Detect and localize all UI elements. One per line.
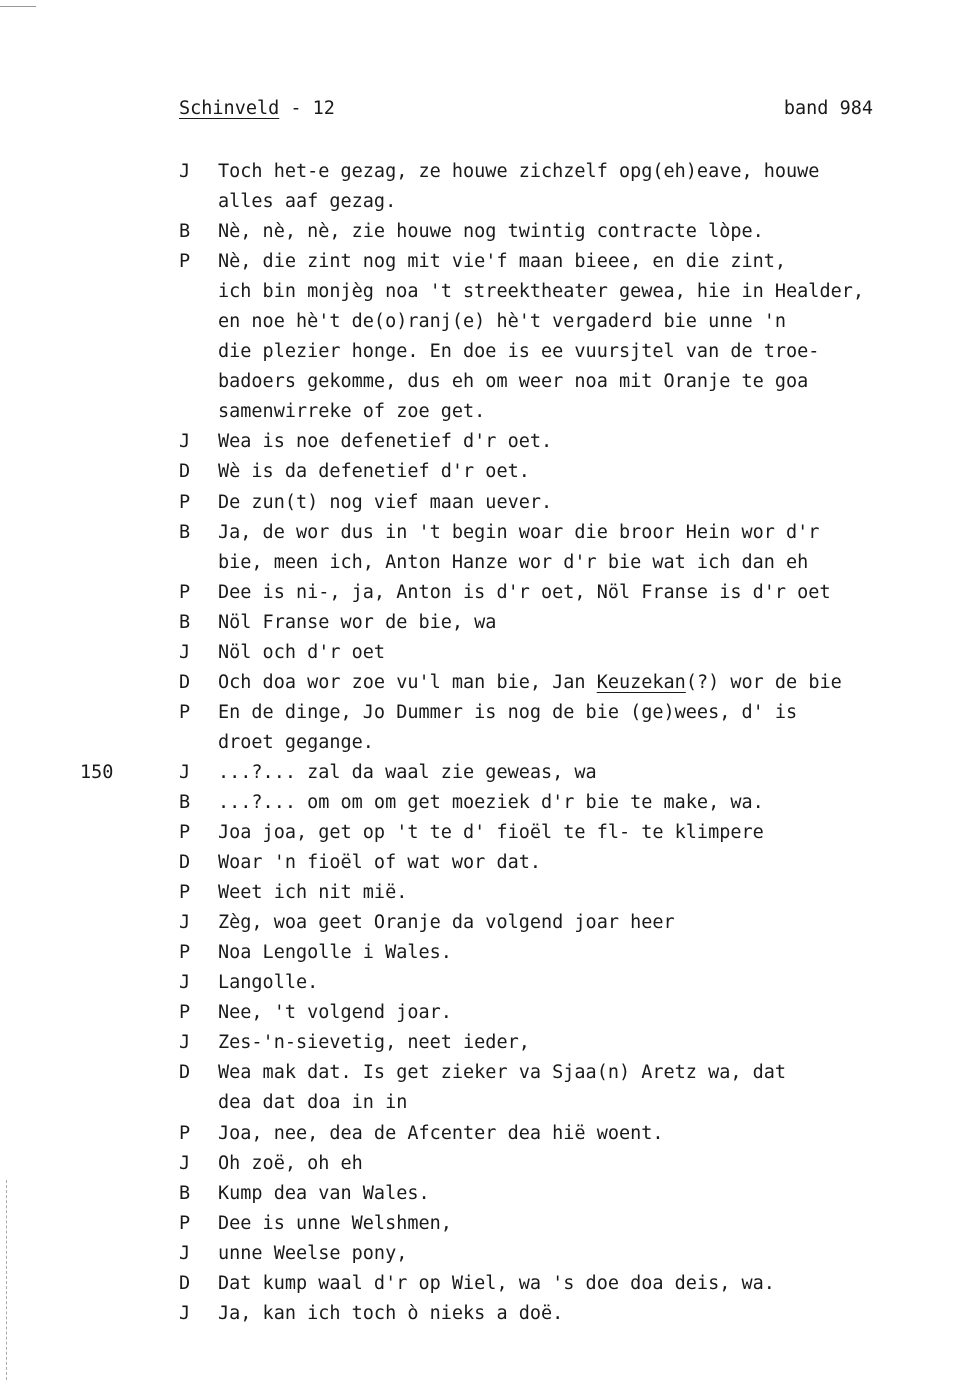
utterance-text: De zun(t) nog vief maan uever. — [218, 491, 553, 513]
speaker-label: J — [179, 1152, 191, 1174]
transcript-turn — [0, 1058, 966, 1118]
utterance-text: unne Weelse pony, — [218, 1242, 408, 1264]
transcript-turn — [0, 608, 966, 638]
utterance-text — [218, 668, 943, 698]
transcript-turn — [0, 217, 966, 247]
speaker-label: J — [179, 431, 191, 453]
transcript-turn — [0, 1239, 966, 1269]
margin-marks — [6, 1180, 9, 1380]
utterance-text: Langolle. — [218, 972, 319, 994]
transcript-turn — [0, 698, 966, 758]
transcript-turn — [0, 1119, 966, 1149]
speaker-label: D — [179, 852, 191, 874]
utterance-text: Joa joa, get op 't te d' fioël te fl- te klimpere — [218, 822, 764, 844]
utterance-text: ...?... zal da waal zie geweas, wa — [218, 761, 597, 783]
utterance-text: Oh zoë, oh eh — [218, 1152, 363, 1174]
corner-rule — [0, 6, 36, 7]
page-number: - 12 — [279, 98, 335, 119]
speaker-label: P — [179, 822, 191, 844]
transcript-turn — [0, 998, 966, 1028]
transcript-turn — [0, 818, 966, 848]
speaker-label: P — [179, 1212, 191, 1234]
transcript-turn — [0, 878, 966, 908]
utterance-text: Nee, 't volgend joar. — [218, 1002, 452, 1024]
utterance-text: Ja, kan ich toch ò nieks a doë. — [218, 1302, 564, 1324]
utterance-text: Nè, nè, nè, zie houwe nog twintig contracte lòpe. — [218, 221, 764, 243]
utterance-text: Wè is da defenetief d'r oet. — [218, 461, 530, 483]
utterance-text: Zèg, woa geet Oranje da volgend joar heer — [218, 912, 675, 934]
transcript-turn — [0, 518, 966, 578]
speaker-label: J — [179, 761, 191, 783]
transcript-turn — [0, 1149, 966, 1179]
utterance-text: Wea mak dat. Is get zieker va Sjaa(n) Aretz wa, dat dea dat doa in in — [218, 1062, 787, 1114]
speaker-label: J — [179, 972, 191, 994]
speaker-label: P — [179, 251, 191, 273]
speaker-label: J — [179, 161, 191, 182]
utterance-text: Wea is noe defenetief d'r oet. — [218, 431, 553, 453]
speaker-label: B — [179, 1182, 191, 1204]
speaker-label: D — [179, 1062, 191, 1084]
transcript-turn — [0, 638, 966, 668]
speaker-label: P — [179, 1122, 191, 1144]
speaker-label: J — [179, 1302, 191, 1324]
speaker-label: D — [179, 1272, 191, 1294]
page-header — [179, 98, 873, 124]
utterance-text: Toch het-e gezag, ze houwe zichzelf opg(eh)eave, houwe alles aaf gezag. — [218, 161, 820, 213]
transcript-turn — [0, 1209, 966, 1239]
speaker-label: P — [179, 1002, 191, 1024]
speaker-label: P — [179, 701, 191, 723]
utterance-text: Woar 'n fioël of wat wor dat. — [218, 852, 542, 874]
transcript-turn — [0, 578, 966, 608]
utterance-text: En de dinge, Jo Dummer is nog de bie (ge)wees, d' is droet gegange. — [218, 701, 798, 753]
utterance-text: Nöl Franse wor de bie, wa — [218, 611, 497, 633]
transcript-turn — [0, 938, 966, 968]
utterance-text: Zes-'n-sievetig, neet ieder, — [218, 1032, 530, 1054]
speaker-label: J — [179, 641, 191, 663]
transcript-turn — [0, 427, 966, 457]
utterance-text: Noa Lengolle i Wales. — [218, 942, 452, 964]
transcript-turn — [0, 1269, 966, 1299]
transcript-turn — [0, 968, 966, 998]
speaker-label: B — [179, 611, 191, 633]
transcript-turn — [0, 1179, 966, 1209]
speaker-label: P — [179, 942, 191, 964]
utterance-part: Och doa wor zoe vu'l man bie, Jan — [218, 671, 597, 693]
speaker-label: B — [179, 521, 191, 543]
transcript-turn — [0, 758, 966, 788]
transcript-turn — [0, 247, 966, 427]
transcript-turn — [0, 788, 966, 818]
utterance-text: Nöl och d'r oet — [218, 641, 386, 663]
transcript-turn — [0, 908, 966, 938]
transcript-turn — [0, 457, 966, 487]
underlined-name: Keuzekan — [596, 671, 686, 693]
utterance-text: ...?... om om om get moeziek d'r bie te make, wa. — [218, 791, 764, 813]
speaker-label: B — [179, 791, 191, 813]
line-number: 150 — [80, 761, 114, 783]
speaker-label: B — [179, 221, 191, 243]
utterance-text: Kump dea van Wales. — [218, 1182, 430, 1204]
transcript-turn — [0, 668, 966, 698]
speaker-label: D — [179, 671, 191, 693]
transcript-turn — [0, 157, 966, 217]
header-title — [179, 98, 335, 119]
transcript — [0, 157, 966, 1329]
utterance-text: Joa, nee, dea de Afcenter dea hië woent. — [218, 1122, 664, 1144]
band-number: band 984 — [783, 98, 873, 119]
speaker-label: J — [179, 912, 191, 934]
transcript-turn — [0, 848, 966, 878]
utterance-part: (?) wor de bie — [685, 671, 842, 693]
speaker-label: P — [179, 581, 191, 603]
speaker-label: D — [179, 461, 191, 483]
speaker-label: P — [179, 882, 191, 904]
utterance-text: Nè, die zint nog mit vie'f maan bieee, en die zint, ich bin monjèg noa 't streektheater gewea, hie in Healder, en noe hè't de(o)ranj(e) hè't vergaderd bie unne 'n die plezier honge. En doe is ee vuursjtel van de troe- badoers gekomme, dus eh om weer noa mit Oranje te goa samenwirreke of zoe get. — [218, 251, 865, 423]
transcript-turn — [0, 488, 966, 518]
speaker-label: J — [179, 1032, 191, 1054]
utterance-text: Dee is unne Welshmen, — [218, 1212, 452, 1234]
place-name: Schinveld — [179, 98, 280, 119]
utterance-text: Weet ich nit mië. — [218, 882, 408, 904]
utterance-text: Dat kump waal d'r op Wiel, wa 's doe doa deis, wa. — [218, 1272, 775, 1294]
transcript-turn — [0, 1299, 966, 1329]
utterance-text: Ja, de wor dus in 't begin woar die broor Hein wor d'r bie, meen ich, Anton Hanze wor d'r bie wat ich dan eh — [218, 521, 820, 573]
speaker-label: P — [179, 491, 191, 513]
transcript-turn — [0, 1028, 966, 1058]
utterance-text: Dee is ni-, ja, Anton is d'r oet, Nöl Franse is d'r oet — [218, 581, 831, 603]
speaker-label: J — [179, 1242, 191, 1264]
